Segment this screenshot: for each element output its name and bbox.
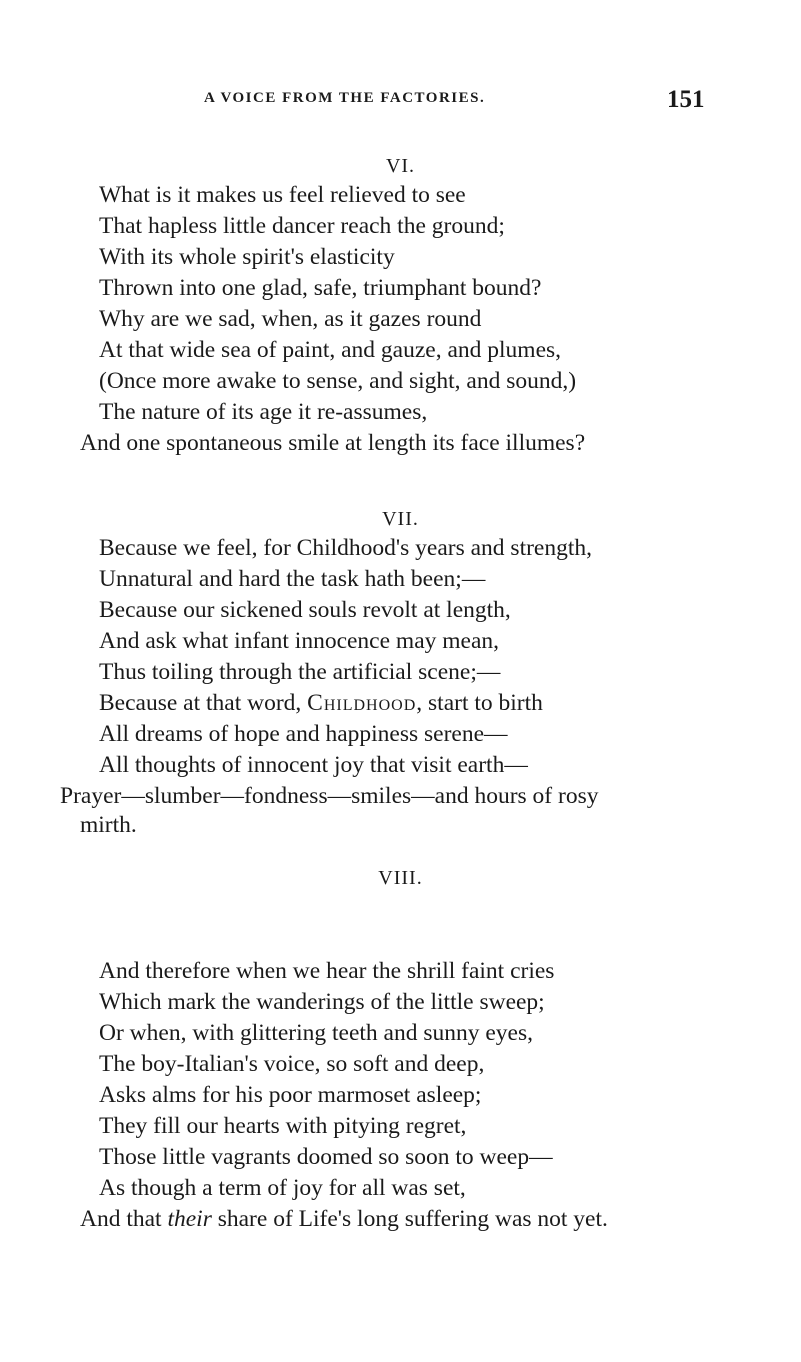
verse-line: Or when, with glittering teeth and sunny eyes, [99,1020,534,1046]
verse-line: At that wide sea of paint, and gauze, and plumes, [99,337,562,363]
verse-line: All thoughts of innocent joy that visit earth— [99,752,528,778]
stanza-number: VII. [382,508,419,530]
verse-line: Asks alms for his poor marmoset asleep; [99,1082,482,1108]
stanza-number: VI. [385,155,416,177]
verse-line: mirth. [80,812,137,838]
verse-line: The nature of its age it re-assumes, [99,399,428,425]
verse-line: And ask what infant innocence may mean, [99,628,500,654]
verse-line: Because our sickened souls revolt at length, [99,597,511,623]
running-header [0,86,801,116]
stanza-number: VIII. [378,867,423,889]
verse-line: Thus toiling through the artificial scene;— [99,659,501,685]
smallcaps-word: Childhood [307,690,417,716]
verse-line: Because we feel, for Childhood's years and strength, [99,535,593,561]
verse-line: And therefore when we hear the shrill faint cries [99,958,555,984]
page-number: 151 [667,86,705,113]
verse-line: The boy-Italian's voice, so soft and deep, [99,1051,485,1077]
verse-line: With its whole spirit's elasticity [99,244,395,270]
verse-line: Those little vagrants doomed so soon to weep— [99,1144,553,1170]
verse-line: And one spontaneous smile at length its face illumes? [80,430,586,456]
verse-line: Prayer—slumber—fondness—smiles—and hours of rosy [60,783,599,809]
verse-line: Thrown into one glad, safe, triumphant bound? [99,275,542,301]
verse-line: As though a term of joy for all was set, [99,1175,466,1201]
verse-line: Which mark the wanderings of the little sweep; [99,989,545,1015]
verse-line: That hapless little dancer reach the ground; [99,213,505,239]
verse-line: All dreams of hope and happiness serene— [99,721,508,747]
verse-line: (Once more awake to sense, and sight, and sound,) [99,368,577,394]
verse-line: They fill our hearts with pitying regret, [99,1113,467,1139]
verse-line: And that their share of Life's long suffering was not yet. [80,1206,608,1232]
verse-line: Unnatural and hard the task hath been;— [99,566,486,592]
verse-line: Because at that word, Childhood, start to birth [99,690,543,716]
running-title: A VOICE FROM THE FACTORIES. [204,90,486,106]
verse-line: What is it makes us feel relieved to see [99,182,466,208]
italic-word: their [167,1206,212,1232]
verse-line: Why are we sad, when, as it gazes round [99,306,482,332]
